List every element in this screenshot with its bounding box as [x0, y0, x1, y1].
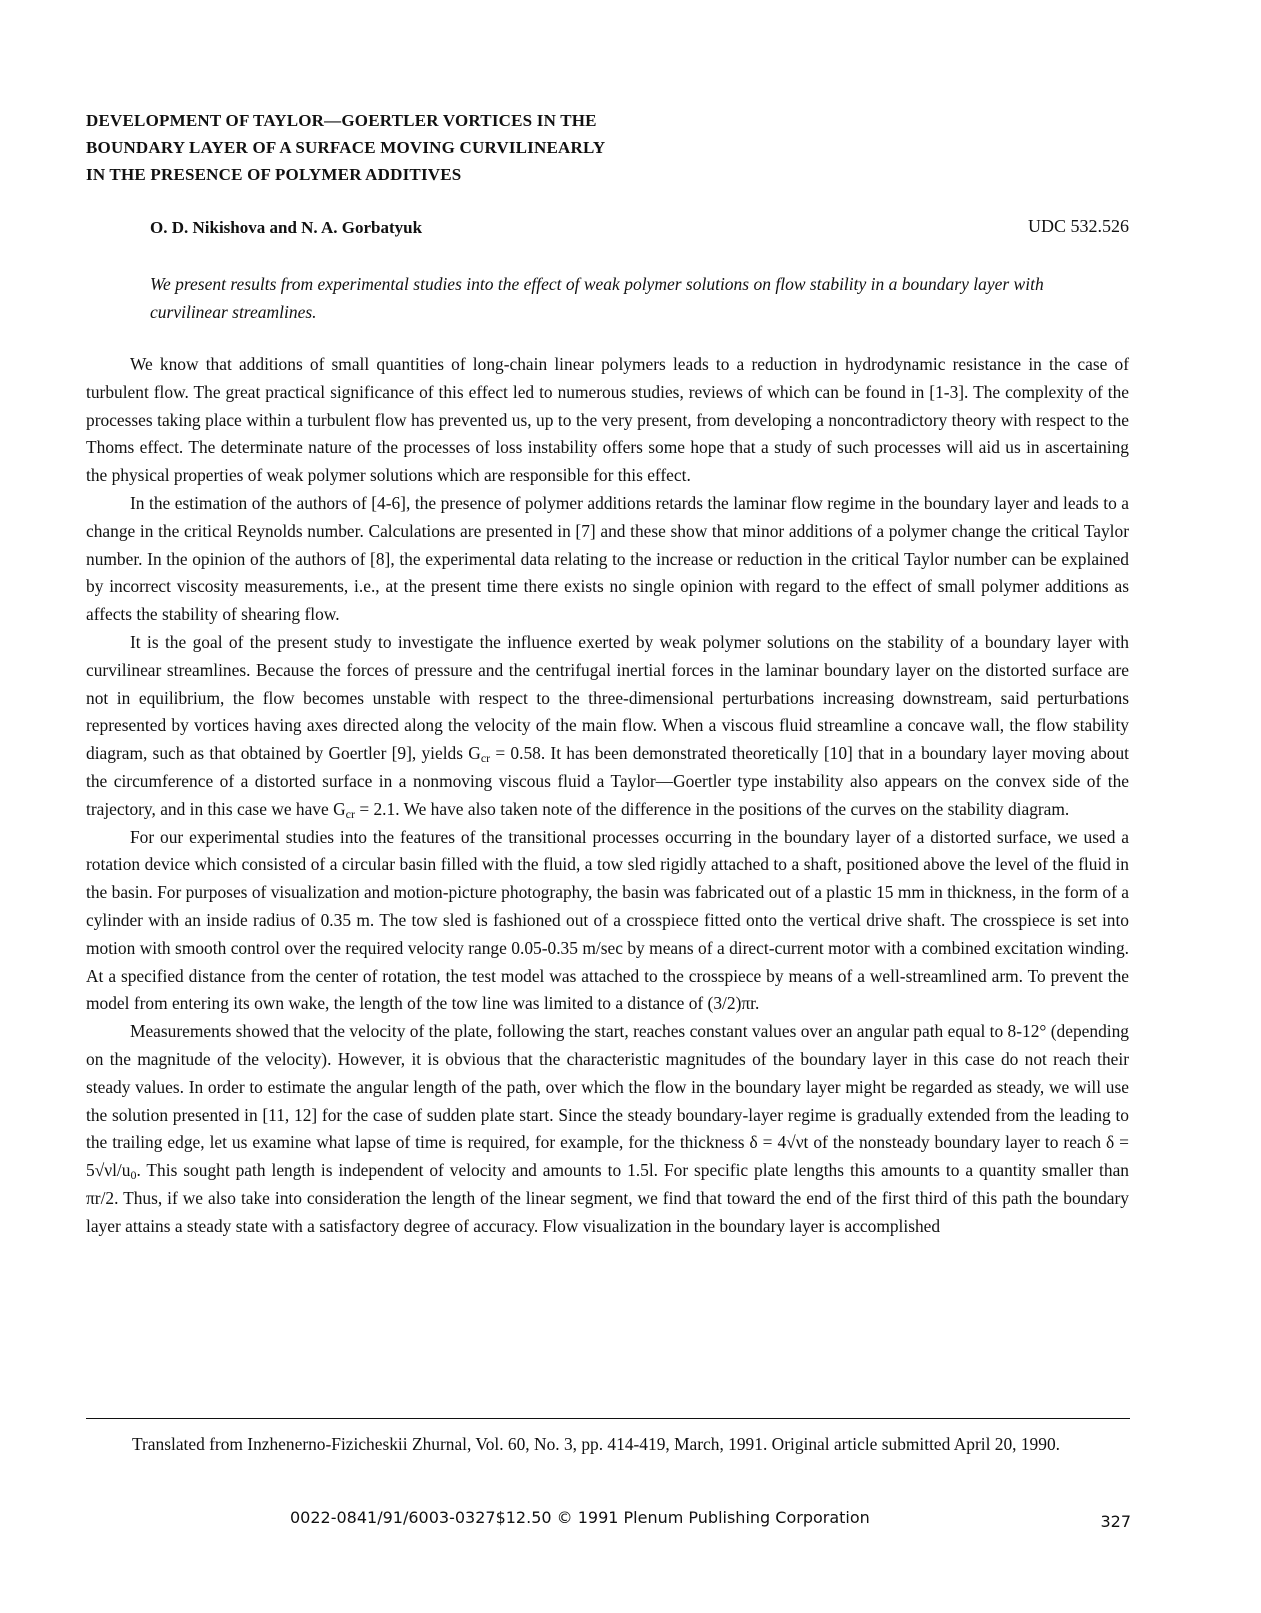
article-title — [86, 107, 706, 188]
footnote-text: Translated from Inzhenerno-Fizicheskii Zhurnal, Vol. 60, No. 3, pp. 414-419, March, 1991. Original article submitted April 20, 1990. — [132, 1434, 1060, 1454]
paragraph: In the estimation of the authors of [4-6], the presence of polymer additions retards the laminar flow regime in the boundary layer and leads to a change in the critical Reynolds number. Calculations are presented in [7] and these show that minor additions of a polymer change the critical Taylor number. In the opinion of the authors of [8], the experimental data relating to the increase or reduction in the critical Taylor number can be explained by incorrect viscosity measurements, i.e., at the present time there exists no single opinion with regard to the effect of small polymer additions as affects the stability of shearing flow. — [86, 492, 1129, 625]
paragraph — [86, 629, 1129, 824]
footnote — [86, 1430, 1129, 1458]
paragraph-text: Measurements showed that the velocity of the plate, following the start, reaches constant values over an angular path equal to 8-12° (depending on the magnitude of the velocity). However, it is obvious that the characteristic magnitudes of the boundary layer in this case do not reach their steady values. In order to estimate the angular length of the path, over which the flow in the boundary layer might be regarded as steady, we will use the solution presented in [11, 12] for the case of sudden plate start. Since the steady boundary-layer regime is gradually extended from the leading to the trailing edge, let us examine what lapse of time is required, for example, for the thickness δ = 4√νt of the nonsteady boundary layer to reach δ = 5√νl/u — [86, 1021, 1129, 1181]
footnote-divider — [86, 1418, 1130, 1419]
abstract: We present results from experimental studies into the effect of weak polymer solutions on flow stability in a boundary layer with curvilinear streamlines. — [150, 274, 1044, 322]
subscript: 0 — [130, 1168, 137, 1183]
paragraph — [86, 1018, 1129, 1240]
paragraph-text: . This sought path length is independent of velocity and amounts to 1.5l. For specific plate lengths this amounts to a quantity smaller than πr/2. Thus, if we also take into consideration the length of the linear segment, we find that toward the end of the first third of this path the boundary layer attains a steady state with a satisfactory degree of accuracy. Flow visualization in the boundary layer is accomplished — [86, 1160, 1129, 1236]
subscript: cr — [345, 806, 355, 821]
article-body — [86, 351, 1129, 1241]
paragraph-text: = 0.58. It has been demonstrated theoretically [10] that in a boundary layer moving about the circumference of a distorted surface in a nonmoving viscous fluid a Taylor—Goertler type instability also appears on the convex side of the trajectory, and in this case we have G — [86, 743, 1129, 819]
subscript: cr — [480, 751, 491, 766]
title-line: BOUNDARY LAYER OF A SURFACE MOVING CURVILINEARLY — [86, 138, 606, 157]
udc-code: UDC 532.526 — [1027, 216, 1129, 236]
page-number: 327 — [1100, 1512, 1131, 1531]
paragraph-text: = 2.1. We have also taken note of the difference in the positions of the curves on the stability diagram. — [354, 798, 1070, 819]
authors: O. D. Nikishova and N. A. Gorbatyuk — [150, 218, 423, 237]
title-line: DEVELOPMENT OF TAYLOR—GOERTLER VORTICES IN THE — [86, 111, 597, 130]
title-line: IN THE PRESENCE OF POLYMER ADDITIVES — [86, 165, 462, 184]
paragraph-text: It is the goal of the present study to investigate the influence exerted by weak polymer solutions on the stability of a boundary layer with curvilinear streamlines. Because the forces of pressure and the centrifugal inertial forces in the laminar boundary layer on the distorted surface are not in equilibrium, the flow becomes unstable with respect to the three-dimensional perturbations increasing downstream, said perturbations represented by vortices having axes directed along the velocity of the main flow. When a viscous fluid streamline a concave wall, the flow stability diagram, such as that obtained by Goertler [9], yields G — [86, 631, 1129, 764]
paragraph: We know that additions of small quantities of long-chain linear polymers leads to a reduction in hydrodynamic resistance in the case of turbulent flow. The great practical significance of this effect led to numerous studies, reviews of which can be found in [1-3]. The complexity of the processes taking place within a turbulent flow has prevented us, up to the very present, from developing a noncontradictory theory with respect to the Thoms effect. The determinate nature of the processes of loss instability offers some hope that a study of such processes will aid us in ascertaining the physical properties of weak polymer solutions which are responsible for this effect. — [86, 354, 1129, 486]
publication-footer: 0022-0841/91/6003-0327$12.50 © 1991 Plenum Publishing Corporation — [290, 1508, 870, 1527]
paragraph: For our experimental studies into the features of the transitional processes occurring in the boundary layer of a distorted surface, we used a rotation device which consisted of a circular basin filled with the fluid, a tow sled rigidly attached to a shaft, positioned above the level of the fluid in the basin. For purposes of visualization and motion-picture photography, the basin was fabricated out of a plastic 15 mm in thickness, in the form of a cylinder with an inside radius of 0.35 m. The tow sled is fashioned out of a crosspiece fitted onto the vertical drive shaft. The crosspiece is set into motion with smooth control over the required velocity range 0.05-0.35 m/sec by means of a direct-current motor with a combined excitation winding. At a specified distance from the center of rotation, the test model was attached to the crosspiece by means of a well-streamlined arm. To prevent the model from entering its own wake, the length of the tow line was limited to a distance of (3/2)πr. — [86, 826, 1129, 1014]
